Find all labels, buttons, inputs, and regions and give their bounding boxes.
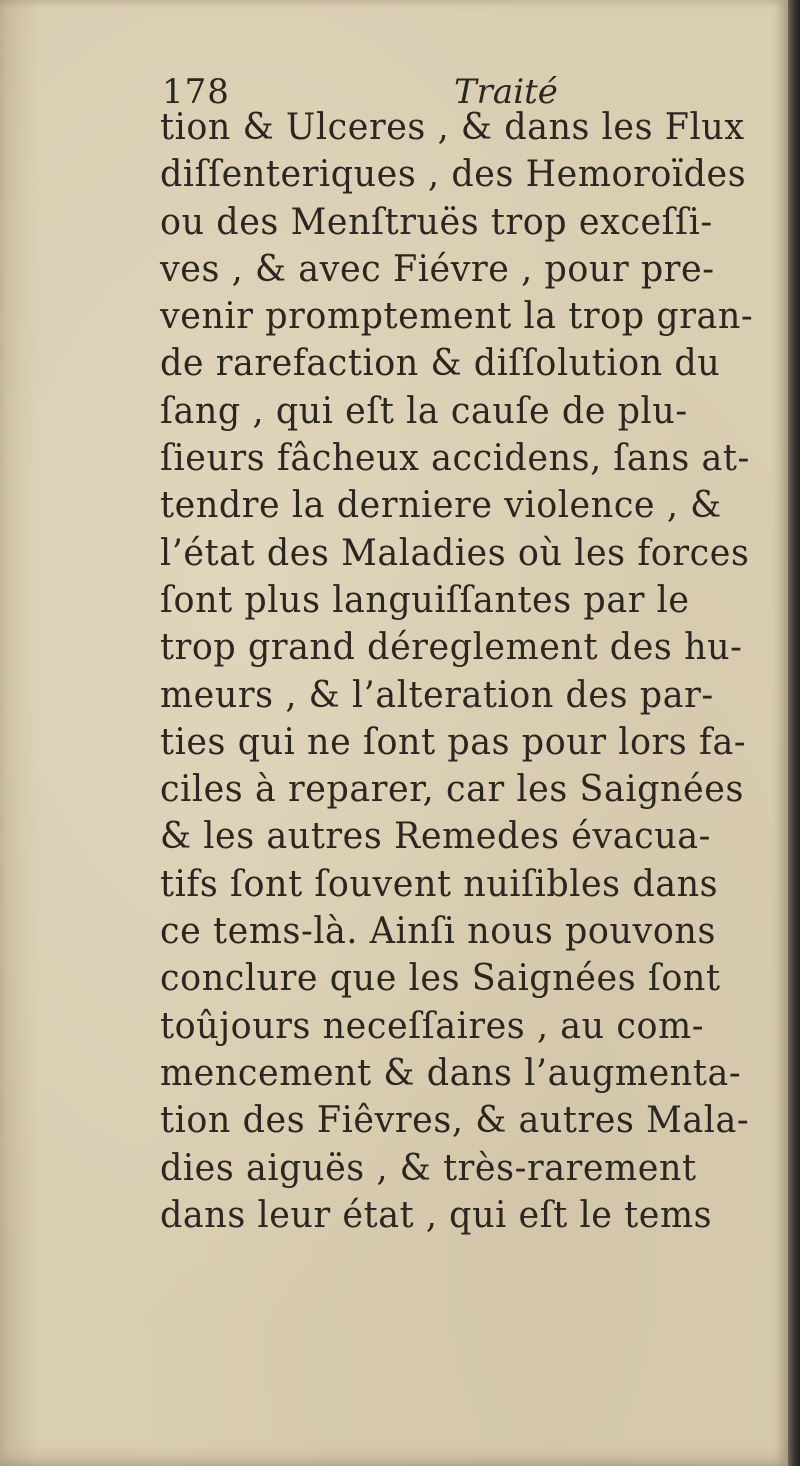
text-line: dans leur état , qui eſt le tems (160, 1194, 713, 1236)
text-line: & les autres Remedes évacua- (160, 816, 712, 858)
text-line: ſieurs fâcheux accidens, ſans at- (160, 438, 750, 480)
text-line: mencement & dans l’augmenta- (160, 1052, 742, 1094)
body-text (160, 104, 800, 1239)
text-line: meurs , & l’alteration des par- (160, 674, 714, 716)
text-line: diſſenteriques , des Hemoroïdes (160, 154, 747, 196)
text-line: tifs ſont ſouvent nuiſibles dans (160, 863, 719, 905)
page-number: 178 (162, 72, 230, 112)
text-line: dies aiguës , & très-rarement (160, 1147, 697, 1189)
text-line: ou des Menſtruës trop exceſſi- (160, 201, 713, 243)
text-line: tendre la derniere violence , & (160, 485, 722, 527)
text-line: trop grand déreglement des hu- (160, 627, 743, 669)
text-line: toûjours neceſſaires , au com- (160, 1005, 705, 1047)
page-edge-shadow (788, 0, 800, 1466)
text-line: ce tems-là. Ainſi nous pouvons (160, 911, 716, 953)
text-line: ves , & avec Fiévre , pour pre- (160, 248, 715, 290)
text-line: ties qui ne ſont pas pour lors fa- (160, 721, 747, 763)
text-line: venir promptement la trop gran- (160, 296, 754, 338)
text-line: tion des Fiêvres, & autres Mala- (160, 1100, 750, 1142)
text-line: de rarefaction & diſſolution du (160, 343, 721, 385)
text-line: ſont plus languiſſantes par le (160, 579, 690, 621)
text-line: ciles à reparer, car les Saignées (160, 769, 744, 811)
text-line: conclure que les Saignées ſont (160, 958, 721, 1000)
text-line: tion & Ulceres , & dans les Flux (160, 107, 745, 148)
running-title: Traité (454, 72, 558, 112)
text-line: l’état des Maladies où les forces (160, 532, 750, 574)
text-line: ſang , qui eſt la cauſe de plu- (160, 390, 688, 432)
